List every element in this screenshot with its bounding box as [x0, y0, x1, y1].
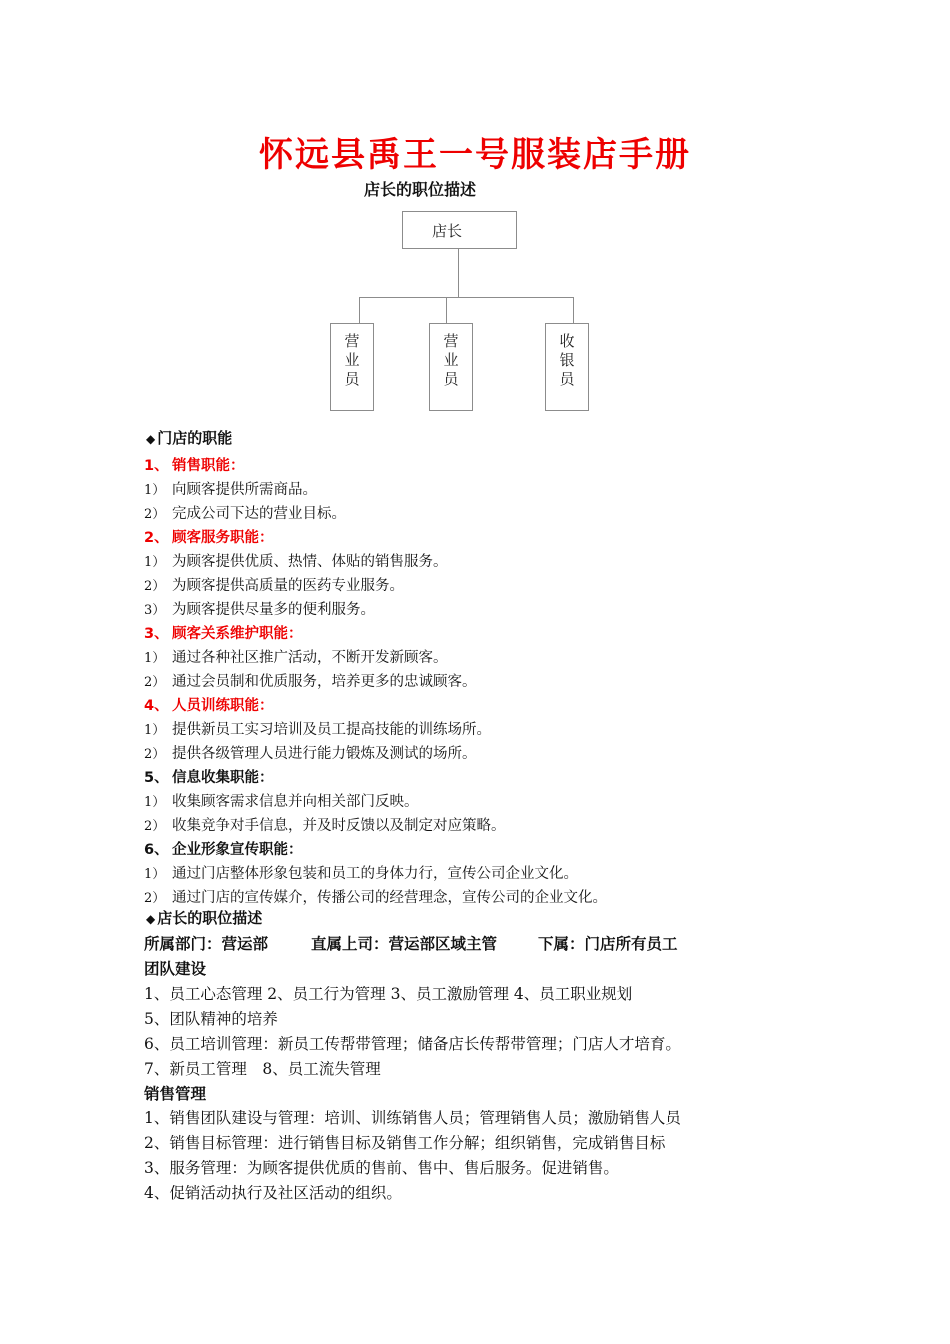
team-heading: 团队建设	[144, 960, 207, 978]
list-item: 2） 完成公司下达的营业目标。	[144, 506, 346, 522]
org-char: 员	[344, 370, 360, 388]
list-item: 1） 提供新员工实习培训及员工提高技能的训练场所。	[144, 722, 491, 738]
section-heading: 6、 企业形象宣传职能：	[144, 842, 303, 858]
org-box-sales-1	[330, 323, 374, 411]
diamond-bullet-icon: ◆	[146, 912, 156, 926]
section-heading: 4、 人员训练职能：	[144, 698, 274, 714]
sales-line: 1、销售团队建设与管理：培训、训练销售人员；管理销售人员；激励销售人员	[144, 1109, 681, 1127]
list-item: 1） 通过各种社区推广活动，不断开发新顾客。	[144, 650, 448, 666]
org-box-manager-label: 店长	[432, 222, 463, 240]
section-heading: 5、 信息收集职能：	[144, 770, 274, 786]
org-char: 员	[443, 370, 459, 388]
team-line: 1、员工心态管理 2、员工行为管理 3、员工激励管理 4、员工职业规划	[144, 985, 633, 1003]
job-superior: 直属上司：营运部区域主管	[311, 935, 498, 953]
job-subordinate: 下属：门店所有员工	[538, 935, 678, 953]
sales-heading: 销售管理	[144, 1085, 207, 1103]
sales-line: 3、服务管理：为顾客提供优质的售前、售中、售后服务。促进销售。	[144, 1159, 619, 1177]
sales-line: 2、销售目标管理：进行销售目标及销售工作分解；组织销售，完成销售目标	[144, 1134, 666, 1152]
section-heading: 1、 销售职能：	[144, 458, 245, 474]
org-box-manager	[402, 211, 517, 249]
org-connector-2	[446, 297, 447, 323]
functions-heading: ◆ 门店的职能	[146, 429, 233, 447]
job-heading: ◆ 店长的职位描述	[146, 909, 263, 927]
list-item: 2） 为顾客提供高质量的医药专业服务。	[144, 578, 404, 594]
org-box-cashier	[545, 323, 589, 411]
team-line: 7、新员工管理 8、员工流失管理	[144, 1060, 381, 1078]
list-item: 1） 向顾客提供所需商品。	[144, 482, 317, 498]
list-item: 1） 收集顾客需求信息并向相关部门反映。	[144, 794, 419, 810]
team-line: 6、员工培训管理：新员工传帮带管理；储备店长传帮带管理；门店人才培育。	[144, 1035, 681, 1053]
org-char: 营	[443, 332, 459, 350]
org-connector-3	[573, 297, 574, 323]
org-connector-trunk	[458, 248, 459, 297]
team-line: 5、团队精神的培养	[144, 1010, 278, 1028]
list-item: 3） 为顾客提供尽量多的便利服务。	[144, 602, 375, 618]
list-item: 2） 提供各级管理人员进行能力锻炼及测试的场所。	[144, 746, 477, 762]
org-char: 员	[559, 370, 575, 388]
org-char: 收	[559, 332, 575, 350]
list-item: 2） 通过会员制和优质服务，培养更多的忠诚顾客。	[144, 674, 477, 690]
list-item: 1） 通过门店整体形象包装和员工的身体力行，宣传公司企业文化。	[144, 866, 578, 882]
list-item: 1） 为顾客提供优质、热情、体贴的销售服务。	[144, 554, 448, 570]
org-char: 银	[559, 351, 575, 369]
org-char: 业	[443, 351, 459, 369]
document-title: 怀远县禹王一号服装店手册	[259, 135, 691, 175]
org-char: 营	[344, 332, 360, 350]
org-connector-1	[359, 297, 360, 323]
section-heading: 3、 顾客关系维护职能：	[144, 626, 303, 642]
list-item: 2） 收集竞争对手信息，并及时反馈以及制定对应策略。	[144, 818, 506, 834]
section-heading: 2、 顾客服务职能：	[144, 530, 274, 546]
list-item: 2） 通过门店的宣传媒介，传播公司的经营理念，宣传公司的企业文化。	[144, 890, 607, 906]
org-char: 业	[344, 351, 360, 369]
sales-line: 4、促销活动执行及社区活动的组织。	[144, 1184, 402, 1202]
job-dept: 所属部门：营运部	[144, 935, 269, 953]
diamond-bullet-icon: ◆	[146, 432, 156, 446]
org-box-sales-2	[429, 323, 473, 411]
document-subtitle: 店长的职位描述	[364, 180, 477, 199]
org-connector-bar	[359, 297, 574, 298]
